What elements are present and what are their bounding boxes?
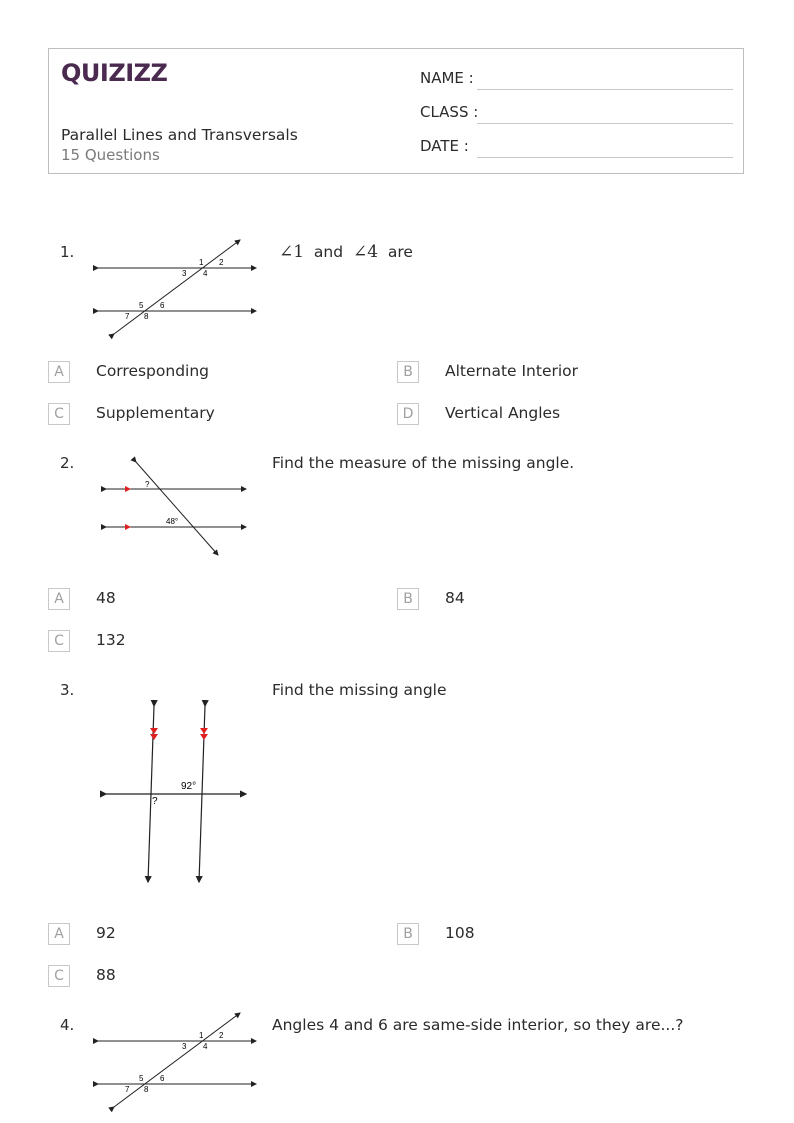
question-number: 3. [60, 681, 75, 699]
figure-label: 3 [182, 269, 187, 278]
option-a-text[interactable]: Corresponding [96, 362, 210, 380]
worksheet-header [48, 48, 744, 174]
question-number: 4. [60, 1016, 75, 1034]
name-label: NAME : [420, 69, 474, 87]
option-c-text[interactable]: 132 [96, 631, 126, 649]
date-label: DATE : [420, 137, 469, 155]
figure-label: ? [145, 480, 150, 489]
figure-label: 1 [199, 1031, 204, 1040]
option-a-box[interactable]: A [48, 923, 70, 945]
figure-label: 1 [199, 258, 204, 267]
angle-4: ∠4 [352, 242, 379, 262]
figure-label: 7 [125, 312, 130, 321]
figure-label: 8 [144, 312, 149, 321]
figure-label: 5 [139, 1074, 144, 1083]
figure-label: 4 [203, 269, 208, 278]
option-c-box[interactable]: C [48, 403, 70, 425]
figure-label: 8 [144, 1085, 149, 1094]
option-a-text[interactable]: 48 [96, 589, 116, 607]
question-number: 1. [60, 243, 75, 261]
question-1-prompt [279, 242, 413, 262]
question-3-figure [100, 700, 255, 890]
figure-label: 4 [203, 1042, 208, 1051]
figure-label: ? [152, 796, 158, 807]
question-2-figure [100, 456, 255, 560]
worksheet-title: Parallel Lines and Transversals [61, 126, 298, 144]
question-4-figure [92, 1008, 262, 1112]
question-1-figure [92, 236, 262, 340]
option-a-box[interactable]: A [48, 361, 70, 383]
prompt-and: and [313, 243, 344, 261]
question-number: 2. [60, 454, 75, 472]
figure-label: 5 [139, 301, 144, 310]
question-count: 15 Questions [61, 146, 160, 164]
option-b-text[interactable]: Alternate Interior [445, 362, 579, 380]
figure-label: 6 [160, 1074, 165, 1083]
option-d-box[interactable]: D [397, 403, 419, 425]
figure-label: 7 [125, 1085, 130, 1094]
option-a-box[interactable]: A [48, 588, 70, 610]
question-2-prompt: Find the measure of the missing angle. [272, 454, 575, 472]
option-a-text[interactable]: 92 [96, 924, 116, 942]
option-b-box[interactable]: B [397, 923, 419, 945]
option-b-text[interactable]: 108 [445, 924, 475, 942]
figure-label: 2 [219, 1031, 224, 1040]
figure-label: 48° [166, 517, 179, 526]
option-c-text[interactable]: Supplementary [96, 404, 215, 422]
option-b-text[interactable]: 84 [445, 589, 465, 607]
name-field[interactable] [477, 89, 733, 90]
figure-label: 92° [181, 781, 197, 792]
question-4-prompt: Angles 4 and 6 are same-side interior, so they are...? [272, 1016, 684, 1034]
class-label: CLASS : [420, 103, 479, 121]
figure-label: 2 [219, 258, 224, 267]
date-field[interactable] [477, 157, 733, 158]
figure-label: 6 [160, 301, 165, 310]
option-c-box[interactable]: C [48, 965, 70, 987]
prompt-are: are [387, 243, 413, 261]
option-b-box[interactable]: B [397, 361, 419, 383]
option-c-box[interactable]: C [48, 630, 70, 652]
option-c-text[interactable]: 88 [96, 966, 116, 984]
quizizz-logo: QUIZIZZ [61, 59, 168, 87]
class-field[interactable] [477, 123, 733, 124]
option-b-box[interactable]: B [397, 588, 419, 610]
figure-label: 3 [182, 1042, 187, 1051]
angle-1: ∠1 [279, 242, 305, 262]
question-3-prompt: Find the missing angle [272, 681, 447, 699]
option-d-text[interactable]: Vertical Angles [445, 404, 561, 422]
